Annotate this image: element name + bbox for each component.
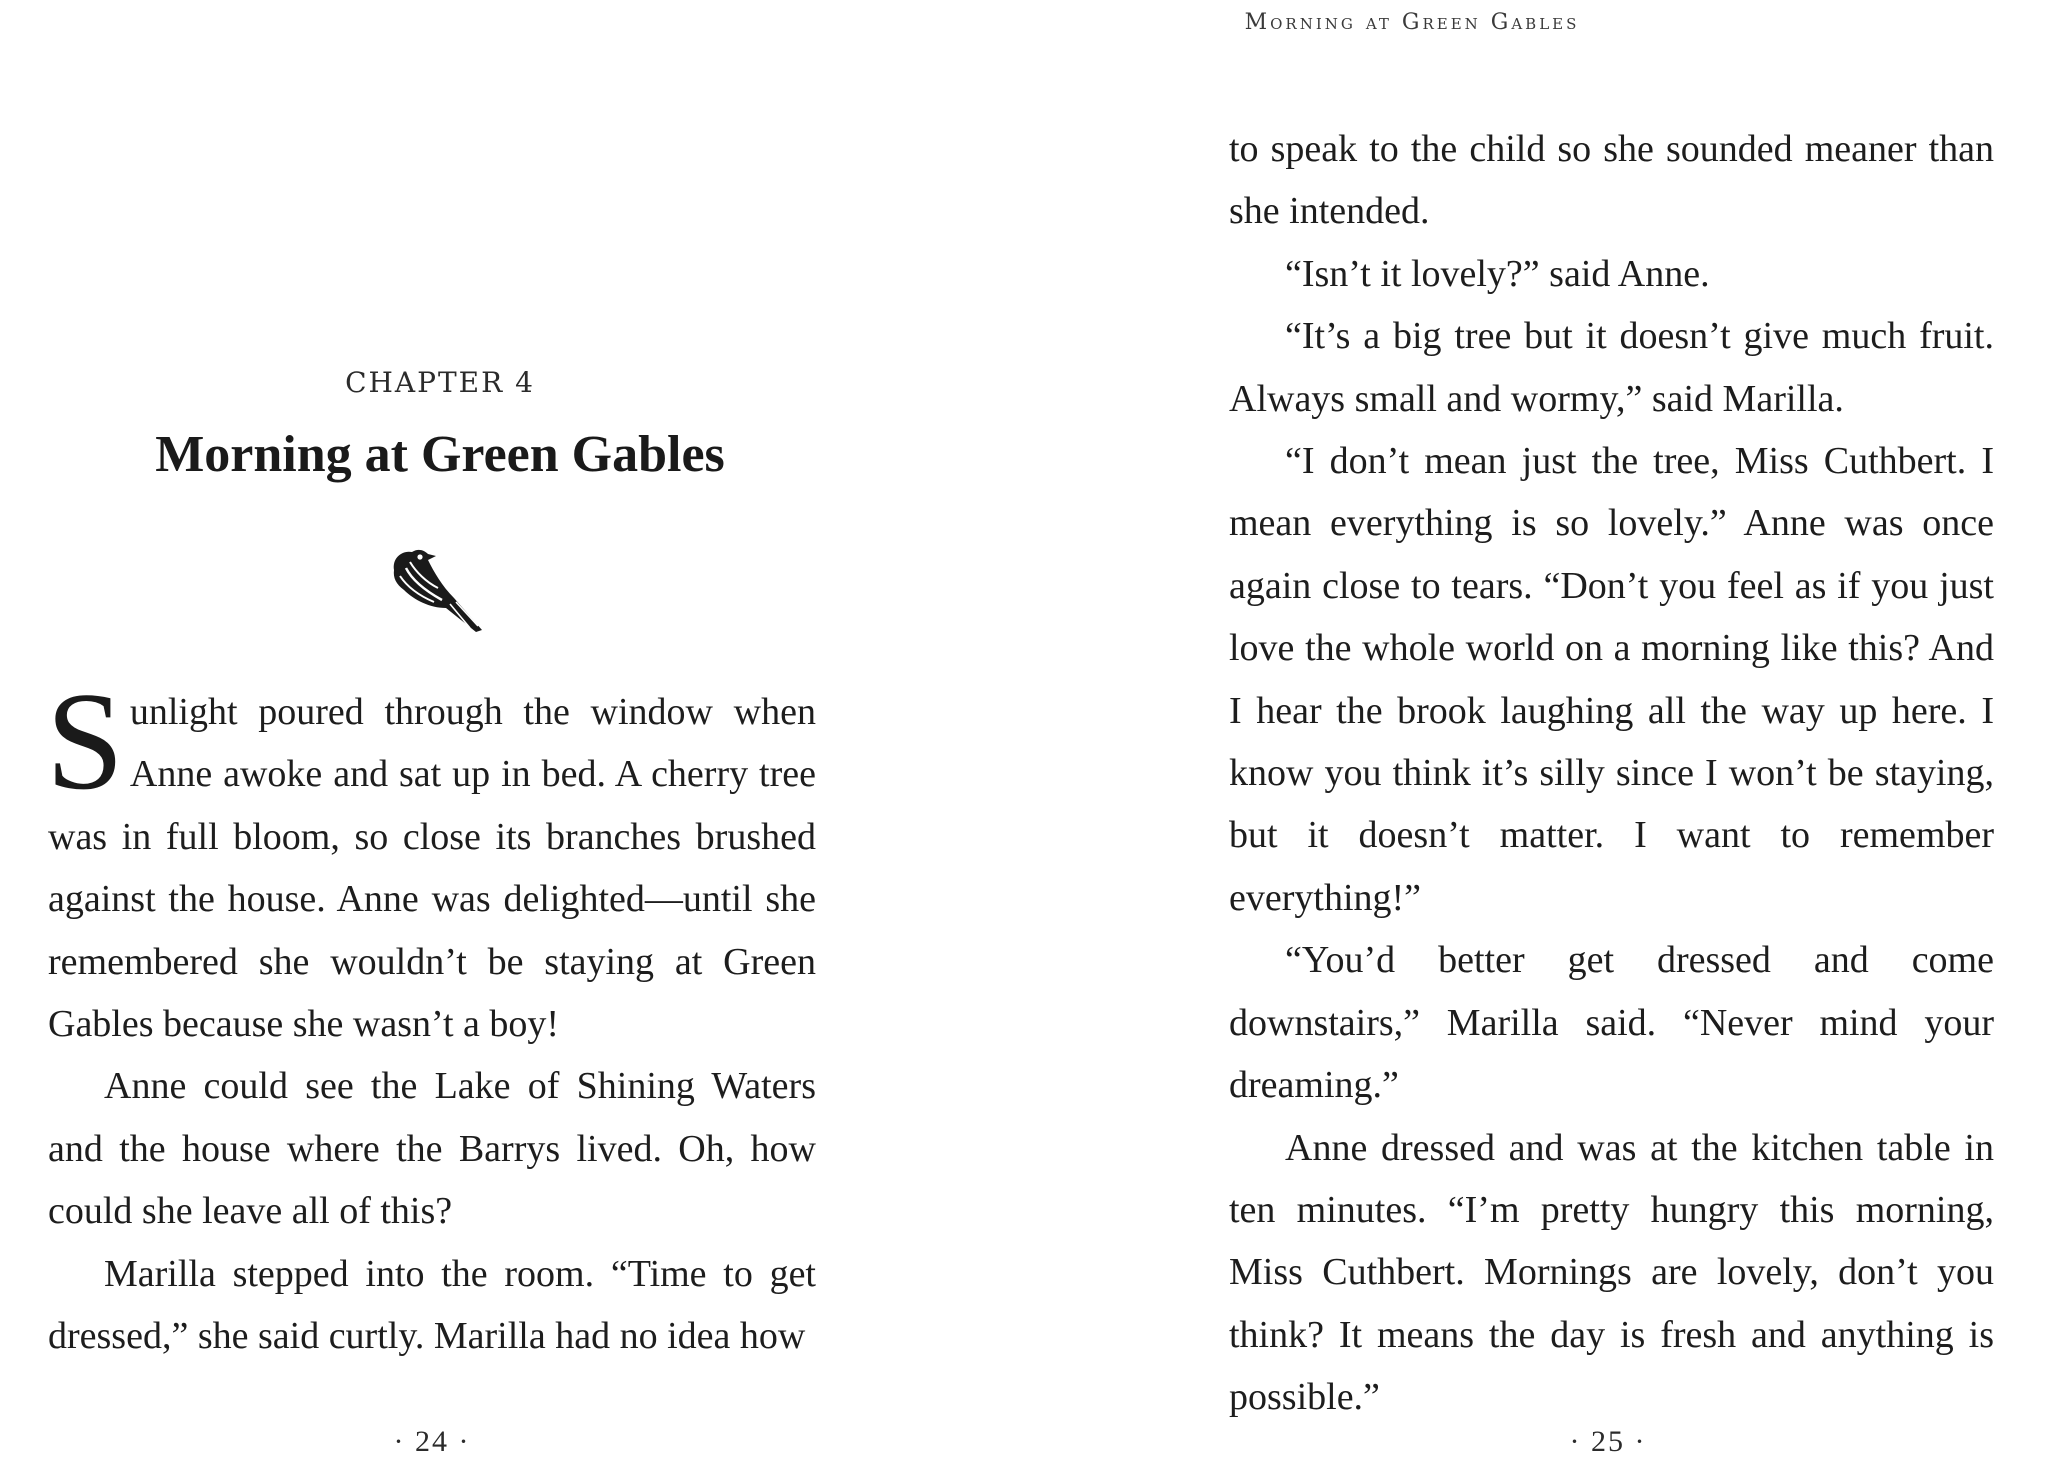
paragraph: Marilla stepped into the room. “Time to get dressed,” she said curtly. Marilla had no idea how (48, 1252, 816, 1358)
page-number: · 24 · (393, 1425, 471, 1458)
paragraph-text: unlight poured through the window when Anne awoke and sat up in bed. A cherry tree was in full bloom, so close its branches brushed against the house. Anne was delighted—until she remembered she wouldn’t be staying at Green Gables because she wasn’t a boy! (48, 691, 816, 1046)
left-body-text (46, 664, 816, 1367)
paragraph (46, 664, 816, 1055)
paragraph: “I don’t mean just the tree, Miss Cuthbert. I mean everything is so lovely.” Anne was once again close to tears. “Don’t you feel as if you just love the whole world on a morning like this? And I hear the brook laughing all the way up here. I know you think it’s silly since I won’t be staying, but it doesn’t matter. I want to remember everything!” (1229, 440, 1994, 919)
page-number: · 25 · (1569, 1425, 1647, 1458)
chapter-label: CHAPTER 4 (345, 366, 535, 399)
paragraph: “You’d better get dressed and come downstairs,” Marilla said. “Never mind your dreaming.” (1229, 939, 1994, 1107)
paragraph: “Isn’t it lovely?” said Anne. (1285, 252, 1710, 295)
bird-icon (384, 530, 494, 640)
drop-cap: S (46, 664, 124, 819)
paragraph: to speak to the child so she sounded meaner than she intended. (1229, 128, 1994, 233)
paragraph: Anne could see the Lake of Shining Waters and the house where the Barrys lived. Oh, how could she leave all of this? (48, 1065, 816, 1233)
running-head: Morning at Green Gables (1244, 10, 1580, 35)
right-body-text (1229, 118, 1994, 1429)
paragraph: Anne dressed and was at the kitchen table in ten minutes. “I’m pretty hungry this morning, Miss Cuthbert. Mornings are lovely, don’t you think? It means the day is fresh and anything is possible.” (1229, 1126, 1994, 1419)
paragraph: “It’s a big tree but it doesn’t give much fruit. Always small and wormy,” said Marilla. (1229, 315, 1994, 420)
chapter-title: Morning at Green Gables (155, 426, 725, 483)
